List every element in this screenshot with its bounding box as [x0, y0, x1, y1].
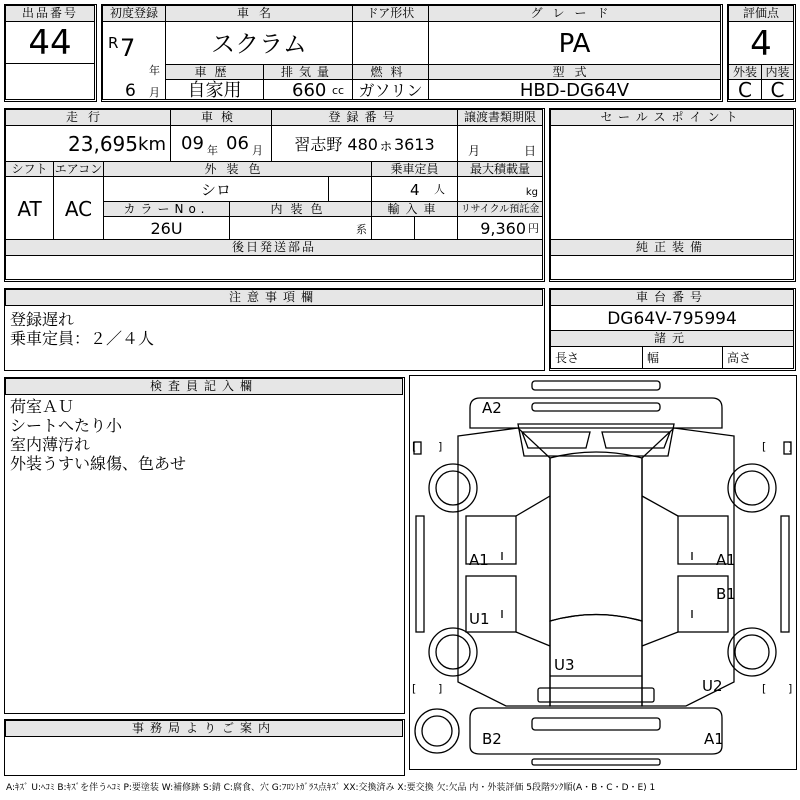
legend-text: A:ｷｽﾞ U:ﾍｺﾐ B:ｷｽﾞを伴うﾍｺﾐ P:要塗装 W:補修跡 S:錆 C:腐食、穴 G:ﾌﾛﾝﾄｶﾞﾗｽ点ｷｽﾞ XX:交換済み X:要交換 欠:欠品 内・外装評価 5段階ﾗﾝｸ順(A・B・C・D・E) 1: [6, 783, 656, 793]
rear-bumper-shape: [470, 708, 722, 754]
plate-label: 登録番号: [271, 109, 458, 126]
sales-points-label: セールスポイント: [550, 109, 794, 126]
score-value: 4: [728, 21, 794, 65]
score-ext-label: 外装: [728, 64, 762, 80]
first-reg-year-unit: 年: [149, 64, 160, 77]
genuine-equip-value: [550, 255, 794, 280]
fuel-label: 燃料: [352, 64, 429, 80]
lot-box: [4, 4, 97, 102]
roof-shape: [550, 452, 642, 621]
later-parts-label: 後日発送部品: [5, 239, 543, 256]
marker-b1: B1: [716, 585, 736, 603]
door-label: ドア形状: [352, 5, 429, 22]
caution-label: 注意事項欄: [5, 289, 543, 306]
svg-text:[: [: [412, 440, 417, 453]
car-name-value: スクラム: [165, 21, 353, 65]
detail-box: [4, 108, 545, 282]
first-reg-year: 7: [120, 34, 136, 62]
first-reg-label: 初度登録: [102, 5, 166, 22]
front-grille-shape: [532, 403, 660, 411]
marker-a2: A2: [482, 399, 502, 417]
grade-value: PA: [428, 21, 721, 65]
transfer-day-unit: 日: [524, 144, 537, 158]
history-value: 自家用: [165, 79, 264, 100]
capacity-unit: 人: [434, 183, 445, 196]
grade-label: グレード: [428, 5, 721, 22]
aircon-label: エアコン: [54, 162, 103, 176]
int-color-unit: 系: [356, 223, 367, 236]
int-color-cell: [229, 216, 372, 240]
svg-text:[: [: [762, 682, 767, 695]
score-int-value: C: [761, 79, 794, 100]
recycle-value: 9,360: [480, 219, 526, 238]
ext-color-extra: [328, 176, 372, 202]
model-value: HBD-DG64V: [428, 79, 721, 100]
marker-a1-right: A1: [716, 551, 736, 569]
windshield-shape: [518, 424, 674, 456]
side-step-left: [416, 516, 424, 632]
pillar-right-rear: [642, 632, 678, 646]
wiper-left-shape: [522, 432, 590, 448]
marker-a1-rear: A1: [704, 730, 724, 748]
ext-color-value: シロ: [103, 176, 329, 202]
first-reg-era: R: [108, 34, 119, 52]
vehicle-diagram: [409, 375, 797, 770]
pillar-left-rear: [516, 632, 550, 646]
mileage-value: 23,695: [68, 132, 138, 156]
caution-notes: 登録遅れ 乗車定員：２／４人: [10, 310, 155, 348]
lot-label: 出品番号: [5, 5, 95, 22]
main-info-box: [101, 4, 723, 102]
max-load-label: 最大積載量: [457, 161, 543, 177]
max-load-cell: [457, 176, 543, 202]
pillar-right: [642, 496, 678, 516]
ext-color-label: 外装色: [103, 161, 372, 177]
marker-u3: U3: [554, 656, 575, 674]
first-reg-month: 6: [125, 81, 136, 100]
mileage-label: 走行: [5, 109, 171, 126]
caution-box: [4, 288, 545, 371]
svg-text:[: [: [412, 682, 417, 695]
svg-text:]: ]: [438, 682, 443, 695]
svg-text:]: ]: [788, 682, 793, 695]
hitch-shape: [532, 759, 660, 765]
marker-u1: U1: [469, 610, 490, 628]
plate-area-shape: [532, 718, 660, 730]
mileage-cell: [5, 125, 171, 162]
capacity-cell: [371, 176, 458, 202]
inspection-month-unit: 月: [252, 144, 263, 157]
inspection-cell: [170, 125, 272, 162]
svg-text:]: ]: [788, 440, 793, 453]
score-ext-value: C: [728, 79, 762, 100]
dims-label: 諸元: [550, 330, 794, 347]
sales-points-value: [550, 125, 794, 240]
side-step-right: [781, 516, 789, 632]
inspector-label: 検査員記入欄: [5, 378, 403, 395]
office-label: 事務局よりご案内: [5, 720, 403, 737]
chassis-box: [549, 288, 796, 371]
pillar-left: [516, 496, 550, 516]
score-label: 評価点: [728, 5, 794, 22]
chassis-label: 車台番号: [550, 289, 794, 306]
front-bumper-shape: [532, 381, 660, 390]
svg-text:[: [: [762, 440, 767, 453]
displacement-cell: [263, 79, 353, 100]
inspection-year-unit: 年: [207, 144, 218, 157]
score-box: [727, 4, 796, 102]
tail-area-shape: [538, 688, 654, 702]
sales-box: [549, 108, 796, 282]
shift-value: AT: [5, 176, 54, 240]
displacement-unit: cc: [332, 84, 345, 97]
marker-a1-left: A1: [469, 551, 489, 569]
displacement-value: 660: [292, 80, 327, 100]
inspector-notes: 荷室ＡＵ シートへたり小 室内薄汚れ 外装うすい線傷、色あせ: [10, 397, 187, 473]
import-value-a: [371, 216, 415, 240]
displacement-label: 排気量: [263, 64, 353, 80]
office-box: [4, 719, 405, 776]
first-reg-month-unit: 月: [149, 86, 160, 99]
score-int-label: 内装: [761, 64, 794, 80]
model-label: 型式: [428, 64, 721, 80]
lot-number: 44: [5, 21, 95, 64]
history-label: 車歴: [165, 64, 264, 80]
door-value: [352, 21, 429, 65]
mileage-unit: km: [138, 134, 166, 155]
marker-u2: U2: [702, 677, 723, 695]
capacity-value: 4: [410, 181, 420, 199]
transfer-month-unit: 月: [468, 144, 481, 158]
capacity-label: 乗車定員: [371, 161, 458, 177]
lot-empty: [5, 63, 95, 100]
inspection-month: 06: [226, 133, 249, 154]
recycle-unit: 円: [528, 222, 539, 235]
svg-text:]: ]: [438, 440, 443, 453]
chassis-value: DG64V-795994: [550, 305, 794, 331]
height-cell: 高さ: [722, 346, 794, 369]
recycle-label: リサイクル預託金: [457, 201, 543, 217]
color-no-label: カラーNo.: [103, 201, 230, 217]
marker-b2: B2: [482, 730, 502, 748]
car-name-label: 車名: [165, 5, 353, 22]
max-load-unit: kg: [525, 187, 538, 198]
import-label: 輸入車: [371, 201, 458, 217]
color-no-value: 26U: [103, 216, 230, 240]
aircon-value: AC: [53, 176, 104, 240]
length-cell: 長さ: [550, 346, 643, 369]
wiper-right-shape: [602, 432, 670, 448]
inspection-label: 車検: [170, 109, 272, 126]
genuine-equip-label: 純正装備: [550, 239, 794, 256]
transfer-cell: [457, 125, 543, 162]
inspection-year: 09: [181, 133, 204, 154]
import-value-b: [414, 216, 458, 240]
inspector-box: [4, 377, 405, 714]
transfer-label: 譲渡書類期限: [457, 109, 543, 126]
plate-value: 習志野 480ㇹ3613: [271, 125, 458, 162]
fuel-value: ガソリン: [352, 79, 429, 100]
first-reg-cell: [102, 21, 166, 100]
width-cell: 幅: [642, 346, 723, 369]
int-color-label: 内装色: [229, 201, 372, 217]
vehicle-outline-svg: [410, 376, 795, 768]
shift-label: シフト: [5, 161, 54, 177]
later-parts-value: [5, 255, 543, 280]
recycle-cell: [457, 216, 543, 240]
